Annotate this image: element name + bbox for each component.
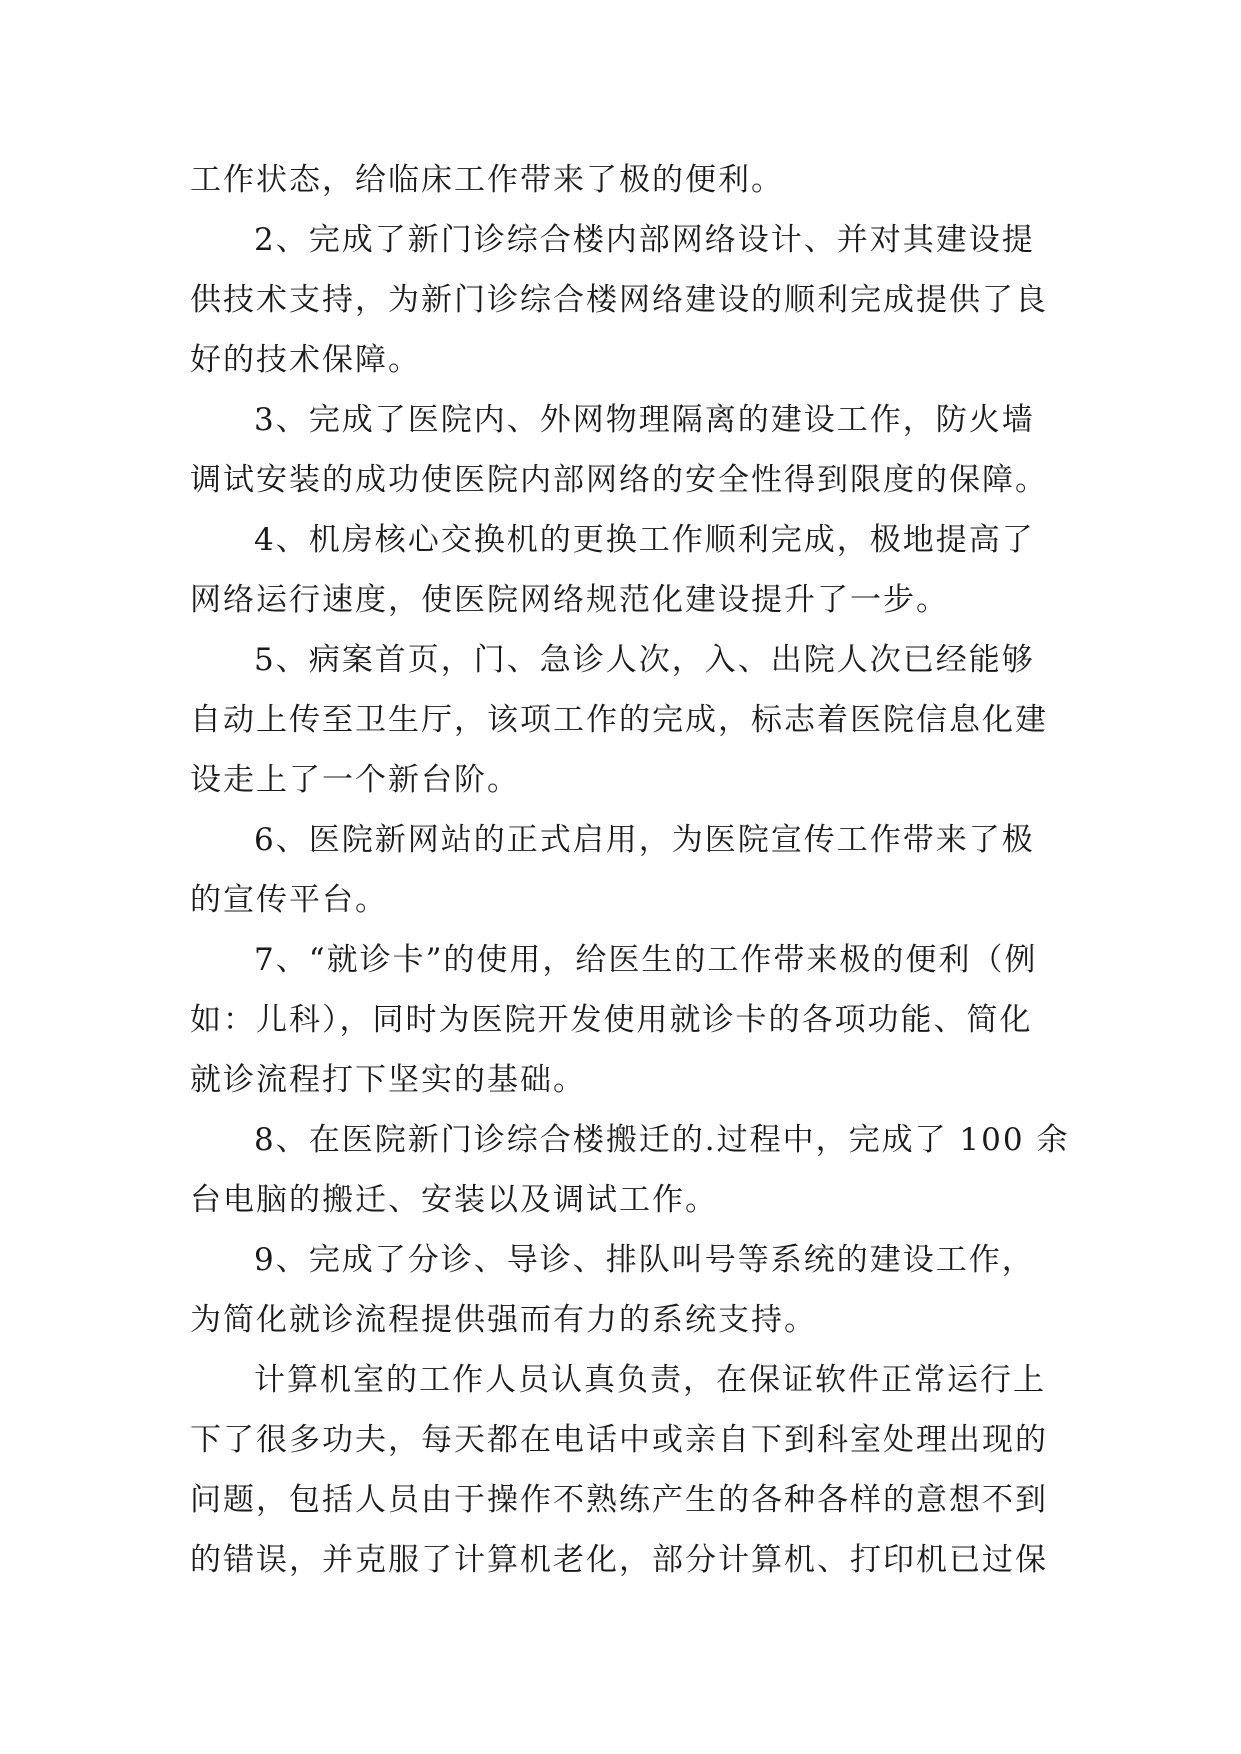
text-line: 下了很多功夫，每天都在电话中或亲自下到科室处理出现的 [190,1422,1048,1458]
text-line: 问题，包括人员由于操作不熟练产生的各种各样的意想不到 [190,1482,1048,1518]
paragraph-first-line: 4、机房核心交换机的更换工作顺利完成，极地提高了 [254,522,1035,558]
text-line: 的宣传平台。 [190,882,388,918]
paragraph-first-line: 计算机室的工作人员认真负责，在保证软件正常运行上 [254,1362,1046,1398]
paragraph-first-line: 5、病案首页，门、急诊人次，入、出院人次已经能够 [254,642,1035,678]
text-line: 台电脑的搬迁、安装以及调试工作。 [190,1182,718,1218]
paragraph-first-line: 3、完成了医院内、外网物理隔离的建设工作，防火墙 [254,402,1035,438]
paragraph-first-line: 7、“就诊卡”的使用，给医生的工作带来极的便利（例 [254,942,1038,978]
text-line: 为简化就诊流程提供强而有力的系统支持。 [190,1302,817,1338]
body-text [190,150,1070,1590]
text-line: 自动上传至卫生厅，该项工作的完成，标志着医院信息化建 [190,702,1048,738]
text-line: 如：儿科），同时为医院开发使用就诊卡的各项功能、简化 [190,1002,1033,1038]
text-line: 供技术支持，为新门诊综合楼网络建设的顺利完成提供了良 [190,282,1048,318]
text-line: 调试安装的成功使医院内部网络的安全性得到限度的保障。 [190,462,1048,498]
paragraph-first-line: 2、完成了新门诊综合楼内部网络设计、并对其建设提 [254,222,1035,258]
paragraph-first-line: 8、在医院新门诊综合楼搬迁的.过程中，完成了 100 余 [254,1122,1070,1158]
paragraph-first-line: 6、医院新网站的正式启用，为医院宣传工作带来了极 [254,822,1035,858]
text-line: 的错误，并克服了计算机老化，部分计算机、打印机已过保 [190,1542,1048,1578]
text-line: 好的技术保障。 [190,342,421,378]
text-line: 就诊流程打下坚实的基础。 [190,1062,586,1098]
paragraph-first-line: 9、完成了分诊、导诊、排队叫号等系统的建设工作， [254,1242,1035,1278]
text-line: 网络运行速度，使医院网络规范化建设提升了一步。 [190,582,949,618]
text-line: 设走上了一个新台阶。 [190,762,520,798]
text-line: 工作状态，给临床工作带来了极的便利。 [190,162,784,198]
